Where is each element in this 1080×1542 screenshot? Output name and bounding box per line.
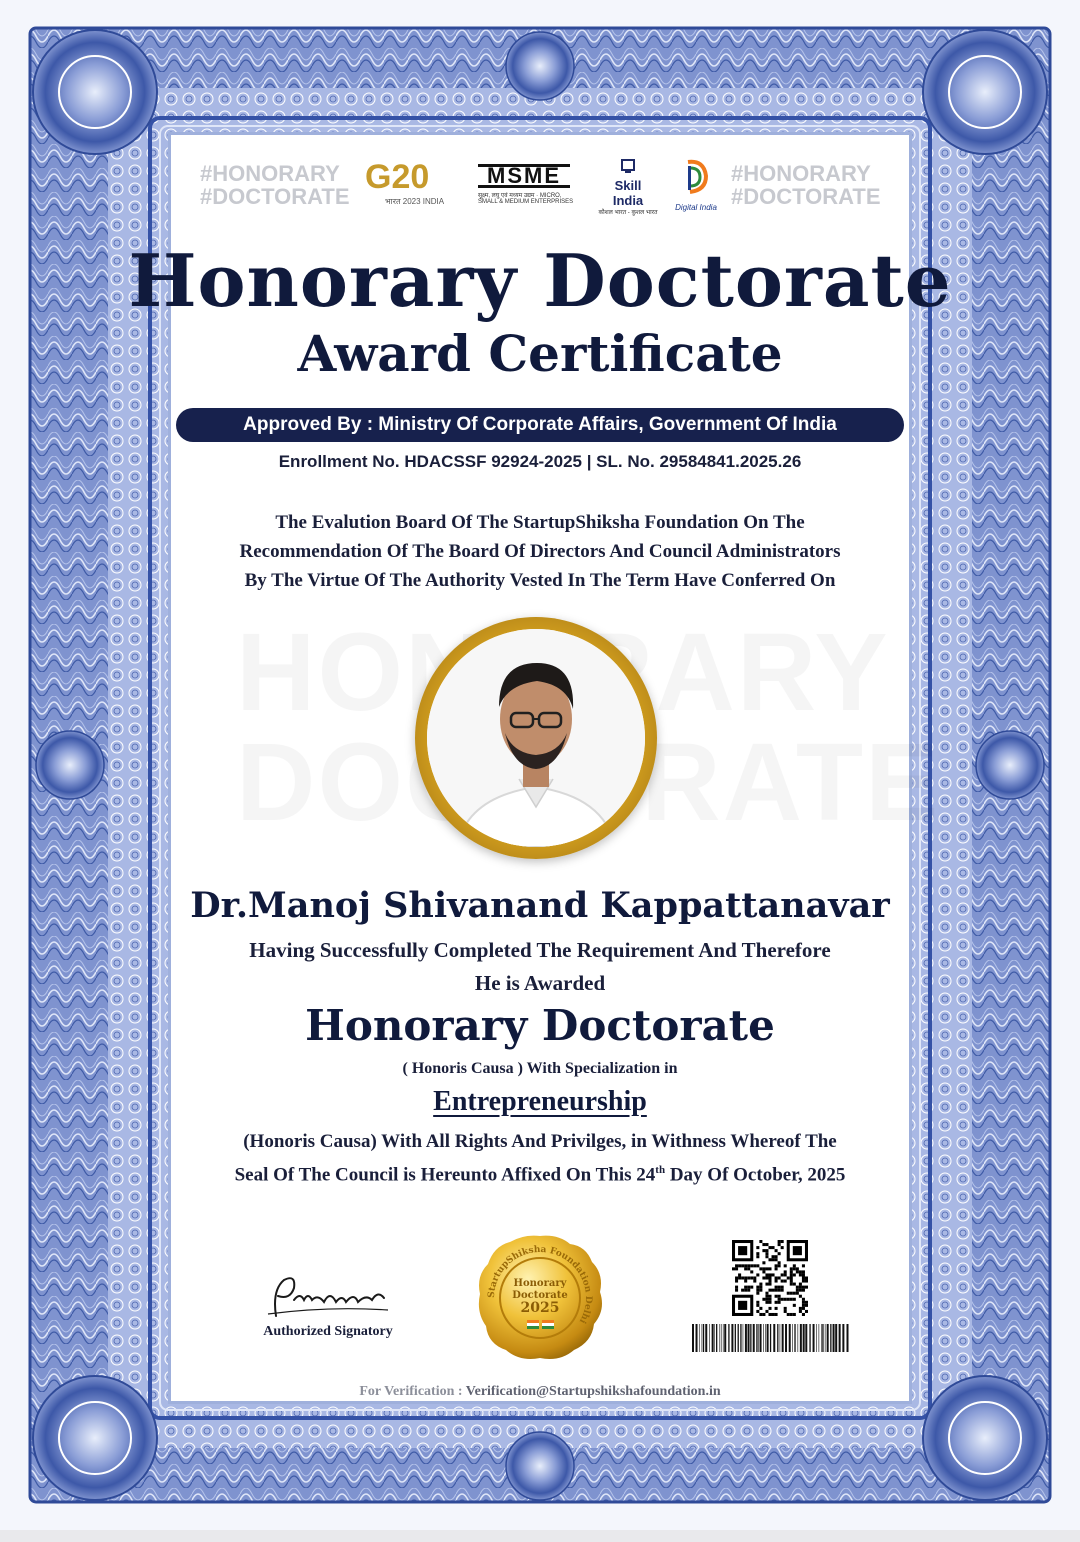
enrollment-number: Enrollment No. HDACSSF 92924-2025 | SL. No. 29584841.2025.26 xyxy=(278,452,802,471)
closing-line-2-end: Day Of October, 2025 xyxy=(665,1164,846,1186)
recipient-name: Dr.Manoj Shivanand Kappattanavar xyxy=(190,885,890,926)
seal-year: 2025 xyxy=(520,1300,560,1316)
skill-india-sub: कौशल भारत - कुशल भारत xyxy=(598,210,658,216)
approved-by-banner: Approved By : Ministry Of Corporate Affairs, Government Of India xyxy=(176,408,904,442)
skill-india-text: Skill India xyxy=(612,178,644,208)
person-portrait-icon xyxy=(427,629,645,847)
closing-line-2-start: Seal Of The Council is Hereunto Affixed On This 24 xyxy=(234,1164,656,1186)
msme-logo-text: MSME xyxy=(478,164,570,188)
seal-ring-text: StartupShiksha Foundation Delhi xyxy=(486,1244,594,1325)
seal-line-2: Doctorate xyxy=(512,1290,568,1301)
handwritten-signature xyxy=(238,1270,418,1324)
digital-india-icon xyxy=(676,158,716,196)
verification-qr-code[interactable] xyxy=(732,1240,808,1316)
digital-india-logo xyxy=(670,158,722,214)
g20-logo-text: G20 xyxy=(365,158,430,196)
skill-india-icon xyxy=(620,158,636,174)
ordinal-suffix: th xyxy=(655,1164,666,1176)
award-title: Honorary Doctorate xyxy=(305,1001,775,1050)
seal-line-1: Honorary xyxy=(513,1278,567,1289)
authorized-signatory-label: Authorized Signatory xyxy=(263,1324,393,1339)
recipient-photo xyxy=(427,629,645,847)
msme-logo-sub: सूक्ष्म, लघु एवं मध्यम उद्यम · MICRO, SMALL & MEDIUM ENTERPRISES xyxy=(478,193,574,205)
logos-row xyxy=(200,158,880,216)
verification-line xyxy=(140,1382,940,1402)
honoris-causa-text: ( Honoris Causa ) With Specialization in xyxy=(402,1060,678,1077)
certificate-title-line1: Honorary Doctorate xyxy=(128,238,952,323)
recipient-photo-frame xyxy=(415,617,657,859)
skill-india-logo xyxy=(598,158,658,214)
closing-line-2 xyxy=(140,1156,940,1189)
gold-seal xyxy=(474,1232,606,1364)
msme-logo xyxy=(478,158,578,214)
closing-line-1: (Honoris Causa) With All Rights And Privilges, in Withness Whereof The xyxy=(243,1131,837,1152)
completion-text: Having Successfully Completed The Requirement And Therefore He is Awarded xyxy=(249,938,831,995)
specialization xyxy=(140,1082,940,1122)
specialization-text: Entrepreneurship xyxy=(433,1086,647,1117)
g20-logo-sub: भारत 2023 INDIA xyxy=(385,197,445,206)
hashtag-left: #HONORARY #DOCTORATE xyxy=(200,161,350,209)
g20-logo xyxy=(365,158,465,214)
verification-email[interactable]: Verification@Startupshikshafoundation.in xyxy=(465,1384,721,1399)
digital-india-text: Digital India xyxy=(675,203,717,212)
intro-paragraph: The Evalution Board Of The StartupShiksha Foundation On The Recommendation Of The Board Of Directors And Council Administrators By The Virtue Of The Authority Vested In The Term Have Conferred On xyxy=(239,512,841,591)
signature-block xyxy=(238,1270,418,1350)
barcode xyxy=(690,1324,850,1352)
hashtag-right: #HONORARY #DOCTORATE xyxy=(731,161,881,209)
certificate-title-line2: Award Certificate xyxy=(297,324,783,383)
verification-label: For Verification : xyxy=(359,1384,463,1399)
closing-paragraph xyxy=(140,1128,940,1189)
